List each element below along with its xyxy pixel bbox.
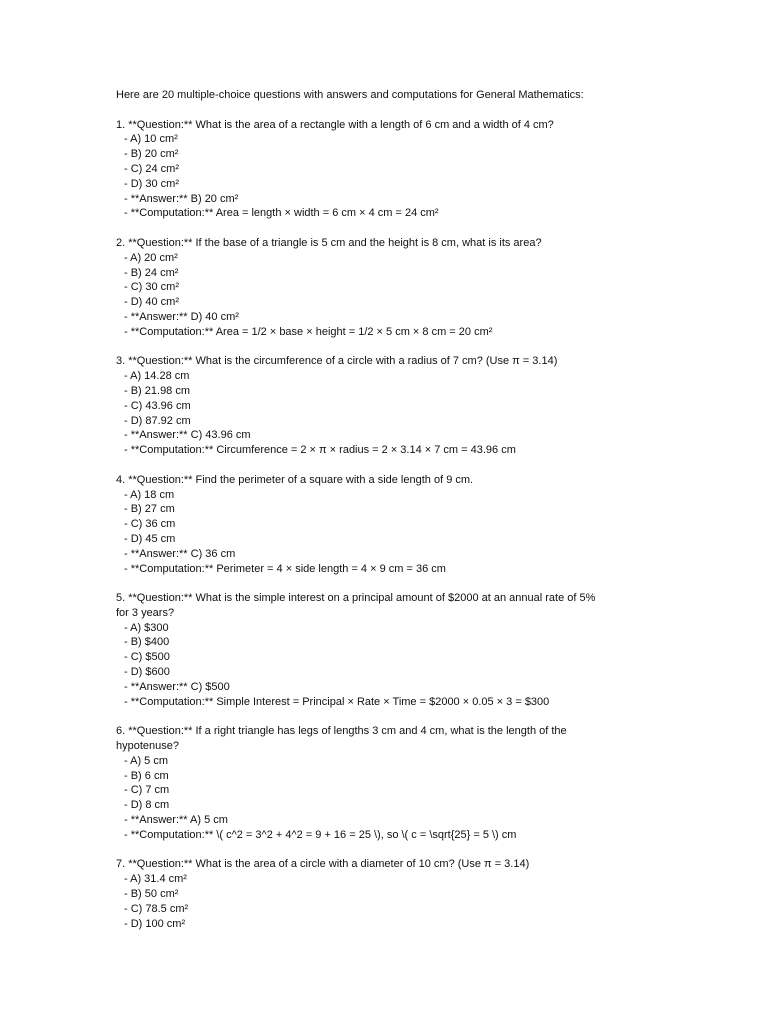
option-item: - D) 30 cm² [124, 177, 179, 190]
question-text [116, 857, 656, 872]
question-text [116, 724, 656, 754]
computation-line: - **Computation:** Area = length × width = 6 cm × 4 cm = 24 cm² [124, 207, 439, 220]
question-5 [116, 591, 656, 709]
computation-line: - **Computation:** Circumference = 2 × π × radius = 2 × 3.14 × 7 cm = 43.96 cm [124, 444, 516, 457]
question-list [116, 118, 656, 932]
option-item: - B) 6 cm [124, 769, 169, 782]
option-item: - D) 87.92 cm [124, 414, 191, 427]
option-item: - A) 20 cm² [124, 251, 178, 264]
computation-line: - **Computation:** Simple Interest = Principal × Rate × Time = $2000 × 0.05 × 3 = $300 [124, 695, 550, 708]
question-line: 6. **Question:** If a right triangle has legs of lengths 3 cm and 4 cm, what is the length of the [116, 725, 567, 738]
option-item: - D) 100 cm² [124, 917, 186, 930]
question-line: hypotenuse? [116, 740, 179, 753]
question-line: 2. **Question:** If the base of a triangle is 5 cm and the height is 8 cm, what is its area? [116, 236, 542, 249]
answer-line: - **Answer:** C) 43.96 cm [124, 429, 251, 442]
option-item: - A) 5 cm [124, 754, 169, 767]
option-item: - B) $400 [124, 636, 170, 649]
question-1 [116, 118, 656, 222]
option-item: - B) 24 cm² [124, 266, 179, 279]
option-item: - A) $300 [124, 621, 169, 634]
option-item: - D) 40 cm² [124, 296, 179, 309]
question-text [116, 354, 656, 369]
question-line: 7. **Question:** What is the area of a circle with a diameter of 10 cm? (Use π = 3.14) [116, 858, 530, 871]
option-item: - C) 24 cm² [124, 162, 179, 175]
answer-line: - **Answer:** A) 5 cm [124, 814, 228, 827]
option-item: - B) 21.98 cm [124, 384, 191, 397]
answer-line: - **Answer:** B) 20 cm² [124, 192, 239, 205]
option-item: - B) 50 cm² [124, 888, 179, 901]
question-text [116, 236, 656, 251]
question-line: 1. **Question:** What is the area of a rectangle with a length of 6 cm and a width of 4 cm? [116, 118, 554, 131]
question-line: for 3 years? [116, 606, 175, 619]
question-3 [116, 354, 656, 458]
option-item: - C) $500 [124, 651, 170, 664]
question-text [116, 591, 656, 621]
answer-line: - **Answer:** D) 40 cm² [124, 310, 239, 323]
question-text [116, 118, 656, 133]
computation-line: - **Computation:** \( c^2 = 3^2 + 4^2 = 9 + 16 = 25 \), so \( c = \sqrt{25} = 5 \) cm [124, 828, 517, 841]
option-item: - D) 8 cm [124, 799, 170, 812]
question-line: 3. **Question:** What is the circumference of a circle with a radius of 7 cm? (Use π = 3.14) [116, 355, 558, 368]
question-7 [116, 857, 656, 931]
option-item: - A) 18 cm [124, 488, 175, 501]
computation-line: - **Computation:** Perimeter = 4 × side length = 4 × 9 cm = 36 cm [124, 562, 446, 575]
question-text [116, 473, 656, 488]
option-item: - C) 7 cm [124, 784, 170, 797]
option-item: - B) 27 cm [124, 503, 175, 516]
option-item: - A) 31.4 cm² [124, 873, 187, 886]
answer-line: - **Answer:** C) 36 cm [124, 547, 236, 560]
option-item: - B) 20 cm² [124, 148, 179, 161]
question-4 [116, 473, 656, 577]
answer-line: - **Answer:** C) $500 [124, 680, 230, 693]
option-item: - C) 36 cm [124, 518, 176, 531]
computation-line: - **Computation:** Area = 1/2 × base × height = 1/2 × 5 cm × 8 cm = 20 cm² [124, 325, 493, 338]
option-item: - A) 10 cm² [124, 133, 178, 146]
option-item: - C) 30 cm² [124, 281, 179, 294]
option-item: - D) 45 cm [124, 532, 176, 545]
question-2 [116, 236, 656, 340]
option-item: - D) $600 [124, 666, 170, 679]
document-page [116, 88, 656, 946]
question-line: 5. **Question:** What is the simple interest on a principal amount of $2000 at an annual rate of 5% [116, 592, 596, 605]
question-6 [116, 724, 656, 842]
option-item: - C) 43.96 cm [124, 399, 191, 412]
option-item: - A) 14.28 cm [124, 370, 190, 383]
question-line: 4. **Question:** Find the perimeter of a square with a side length of 9 cm. [116, 473, 474, 486]
option-item: - C) 78.5 cm² [124, 902, 189, 915]
intro-text: Here are 20 multiple-choice questions with answers and computations for General Mathematics: [116, 89, 584, 101]
